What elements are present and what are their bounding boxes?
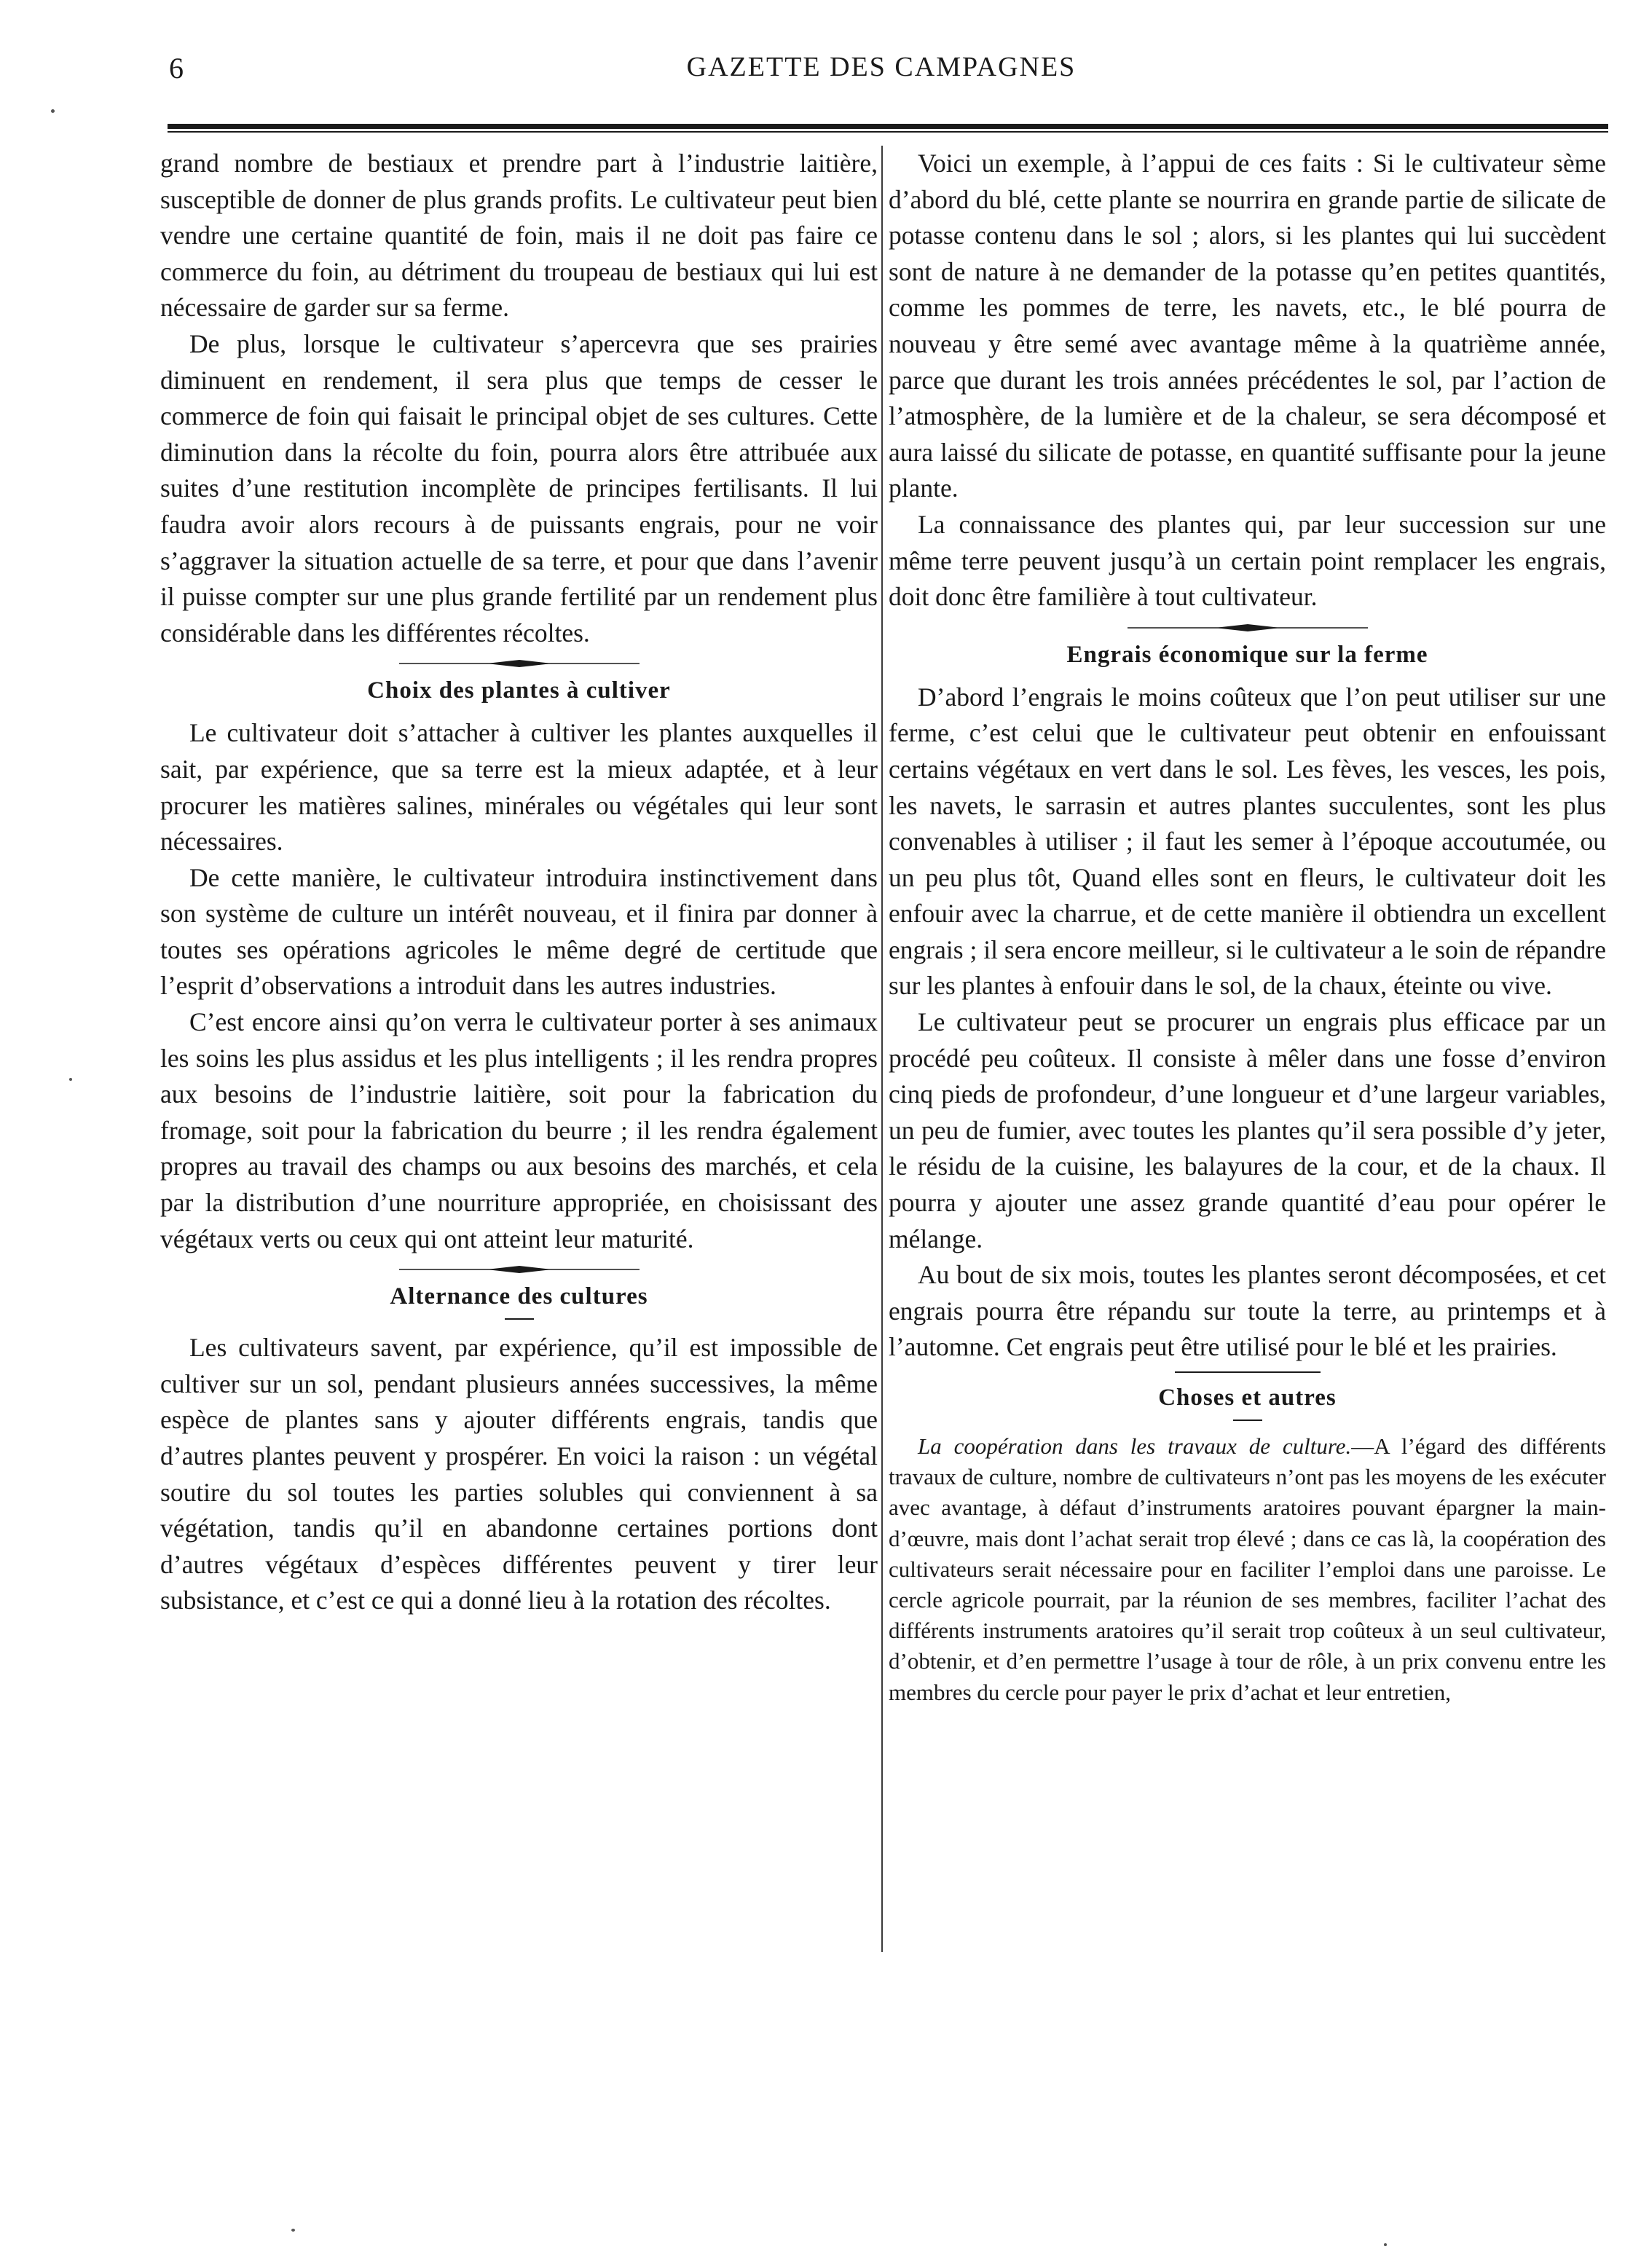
section-heading-choix — [160, 658, 878, 705]
scan-speck — [291, 2229, 295, 2232]
section-dash — [505, 1318, 534, 1320]
paragraph: Les cultivateurs savent, par expérience, qu’il est impossible de cultiver sur un sol, pendant plusieurs années successives, la même espèce de plantes sans y ajouter différents engrais, tandis que d’autres plantes peuvent y prospérer. En voici la raison : un végétal soutire du sol toutes les parties solubles qui conviennent à sa végétation, tandis qu’il en abandonne certaines portions dont d’autres végétaux d’espèces différentes peuvent y tirer leur subsistance, et c’est ce qui a donné lieu à la rotation des récoltes. — [160, 1333, 878, 1615]
paragraph: Le cultivateur doit s’attacher à cultiver les plantes auxquelles il sait, par expérience, que sa terre est la mieux adaptée, et à leur procurer les matières salines, minérales ou végétales qui leur sont nécessaires. — [160, 718, 878, 857]
scan-speck — [69, 1078, 72, 1081]
header-rule-thin — [168, 131, 1608, 133]
section-title: Choses et autres — [1158, 1385, 1337, 1411]
paragraph: C’est encore ainsi qu’on verra le cultivateur porter à ses animaux les soins les plus assidus et les plus intelligents ; il les rendra propres aux besoins de l’industrie laitière, soit pour la fabrication du fromage, soit pour la fabrication du beurre ; il les rendra également propres au travail des champs ou aux besoins des marchés, et cela par la distribution d’une nourriture appropriée, en choisissant des végétaux verts ou ceux qui ont atteint leur maturité. — [160, 1007, 878, 1253]
paragraph: D’abord l’engrais le moins coûteux que l’on peut utiliser sur une ferme, c’est celui que le cultivateur peut obtenir en enfouissant certains végétaux en vert dans le sol. Les fèves, les vesces, les pois, les navets, le sarrasin et autres plantes succulentes, sont les plus convenables à utiliser ; il faut les semer à l’époque accoutumée, ou un peu plus tôt, Quand elles sont en fleurs, le cultivateur doit les enfouir avec la charrue, et de cette manière il obtiendra un excellent engrais ; il sera encore meilleur, si le cultivateur a le soin de répandre sur les plantes à enfouir dans le sol, de la chaux, éteinte ou vive. — [889, 682, 1606, 1001]
header-rule-thick — [168, 124, 1608, 129]
paragraph: Au bout de six mois, toutes les plantes seront décomposées, et cet engrais pourra être répandu sur toute la terre, au printemps et à l’automne. Cet engrais peut être utilisé pour le blé et les prairies. — [889, 1260, 1606, 1362]
section-heading-engrais — [889, 623, 1606, 669]
section-title: Alternance des cultures — [390, 1283, 648, 1310]
section-dash — [1233, 1420, 1262, 1421]
ornament-rule-icon — [1128, 623, 1368, 633]
section-rule — [1175, 1371, 1321, 1373]
paragraph: Le cultivateur peut se procurer un engrais plus efficace par un procédé peu coûteux. Il consiste à mêler dans une fosse d’environ cinq pieds de profondeur, d’une longueur et d’une largeur variables, un peu de fumier, avec toutes les plantes qu’il sera possible d’y jeter, le résidu de la cuisine, les balayures de la cour, et de la chaux. Il pourra y ajouter une assez grande quantité d’eau pour opérer le mélange. — [889, 1007, 1606, 1253]
section-title: Choix des plantes à cultiver — [367, 677, 671, 704]
section-heading-alternance — [160, 1264, 878, 1320]
paragraph: grand nombre de bestiaux et prendre part à l’industrie laitière, susceptible de donner de plus grands profits. Le cultivateur peut bien vendre une certaine quantité de foin, mais il ne doit pas faire ce commerce du foin, au détriment du troupeau de bestiaux qui lui est nécessaire de garder sur sa ferme. — [160, 149, 878, 323]
paragraph: La connaissance des plantes qui, par leur succession sur une même terre peuvent jusqu’à un certain point remplacer les engrais, doit donc être familière à tout cultivateur. — [889, 509, 1606, 612]
right-column — [889, 146, 1606, 1708]
page-header — [160, 45, 1602, 103]
scan-speck — [1384, 2243, 1387, 2246]
ornament-rule-icon — [399, 1264, 640, 1275]
paragraph: De cette manière, le cultivateur introduira instinctivement dans son système de culture un intérêt nouveau, et il finira par donner à toutes ses opérations agricoles le même degré de certitude que l’esprit d’observations a introduit dans les autres industries. — [160, 862, 878, 1001]
section-title: Engrais économique sur la ferme — [1066, 641, 1428, 668]
section-heading-choses — [889, 1371, 1606, 1421]
page-number: 6 — [169, 52, 184, 84]
paragraph: De plus, lorsque le cultivateur s’apercevra que ses prairies diminuent en rendement, il sera plus que temps de cesser le commerce de foin qui faisait le principal objet de ses cultures. Cette diminution dans la récolte du foin, pourra alors être attribuée aux suites d’une restitution incomplète de principes fertilisants. Il lui faudra avoir alors recours à de puissants engrais, pour ne voir s’aggraver la situation actuelle de sa terre, et pour que dans l’avenir il puisse compter sur une plus grande fertilité par un rendement plus considérable dans les différentes récoltes. — [160, 328, 878, 647]
ornament-rule-icon — [399, 658, 640, 669]
scan-speck — [51, 109, 55, 113]
column-divider — [881, 146, 883, 1952]
paragraph-body: —A l’égard des différents travaux de culture, nombre de cultivateurs n’ont pas les moyens de les exécuter avec avantage, à défaut d’instruments aratoires pouvant épargner la main-d’œuvre, mais dont l’achat serait trop élevé ; dans ce cas là, la coopération des cultivateurs serait nécessaire pour en faciliter l’emploi dans une paroisse. Le cercle agricole pourrait, par la réunion de ses membres, faciliter l’achat des différents instruments aratoires qu’il serait trop coûteux à un seul cultivateur, d’obtenir, et d’en permettre l’usage à tour de rôle, à un prix convenu entre les membres du cercle pour payer le prix d’achat et leur entretien, — [889, 1433, 1606, 1705]
paragraph: Voici un exemple, à l’appui de ces faits : Si le cultivateur sème d’abord du blé, cette plante se nourrira en grande partie de silicate de potasse contenu dans le sol ; alors, si les plantes qui lui succèdent sont de nature à ne demander de la potasse qu’en petites quantités, comme les pommes de terre, les navets, etc., le blé pourra de nouveau y être semé avec avantage même à la quatrième année, parce que durant les trois années précédentes le sol, par l’action de l’atmosphère, de la lumière et de la chaleur, se sera décomposé et aura laissé du silicate de potasse, en quantité suffisante pour la jeune plante. — [889, 149, 1606, 503]
masthead-title: GAZETTE DES CAMPAGNES — [686, 52, 1077, 82]
paragraph-lead: La coopération dans les travaux de culture. — [918, 1433, 1352, 1459]
paragraph-cooperation — [889, 1431, 1606, 1708]
left-column — [160, 146, 878, 1619]
